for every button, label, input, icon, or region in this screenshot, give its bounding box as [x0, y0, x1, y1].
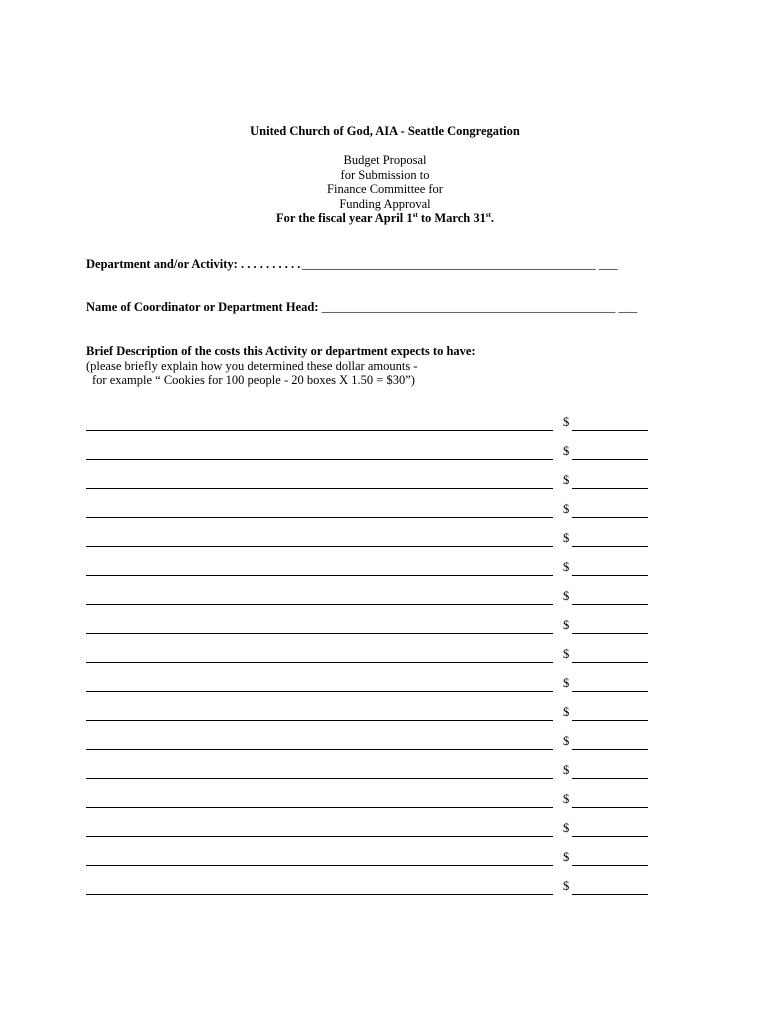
cost-description-line[interactable] [86, 836, 553, 837]
fiscal-end: . [490, 211, 495, 226]
subtitle-line-1: Budget Proposal [343, 153, 427, 167]
dollar-sign: $ [563, 618, 570, 632]
cost-description-line[interactable] [86, 517, 553, 518]
cost-description-line[interactable] [86, 749, 553, 750]
fiscal-mid: to March 31 [417, 211, 486, 226]
cost-description-line[interactable] [86, 459, 553, 460]
cost-description-line[interactable] [86, 720, 553, 721]
cost-description-line[interactable] [86, 662, 553, 663]
dollar-sign: $ [563, 444, 570, 458]
subtitle-line-3: Finance Committee for [327, 182, 443, 197]
dollar-sign: $ [563, 763, 570, 777]
cost-row [86, 647, 656, 665]
cost-amount-line[interactable] [572, 575, 648, 576]
cost-description-line[interactable] [86, 488, 553, 489]
form-subtitle [0, 153, 770, 226]
cost-row [86, 589, 656, 607]
dollar-sign: $ [563, 850, 570, 864]
cost-amount-line[interactable] [572, 865, 648, 866]
brief-instruction: (please briefly explain how you determined these dollar amounts - [86, 358, 418, 373]
cost-amount-line[interactable] [572, 430, 648, 431]
cost-row [86, 531, 656, 549]
department-field[interactable] [86, 257, 618, 272]
dollar-sign: $ [563, 676, 570, 690]
cost-description-line[interactable] [86, 691, 553, 692]
brief-heading: Brief Description of the costs this Activity or department expects to have: [86, 344, 476, 358]
dollar-sign: $ [563, 821, 570, 835]
cost-amount-line[interactable] [572, 720, 648, 721]
brief-description [86, 344, 476, 388]
subtitle-line-2: for Submission to [340, 167, 430, 182]
cost-amount-line[interactable] [572, 749, 648, 750]
cost-row [86, 850, 656, 868]
department-input-line[interactable]: _______________________________________________ ___ [302, 257, 618, 271]
cost-description-line[interactable] [86, 807, 553, 808]
cost-amount-line[interactable] [572, 662, 648, 663]
dollar-sign: $ [563, 531, 570, 545]
cost-amount-line[interactable] [572, 488, 648, 489]
cost-amount-line[interactable] [572, 633, 648, 634]
cost-description-line[interactable] [86, 633, 553, 634]
cost-row [86, 502, 656, 520]
dollar-sign: $ [563, 560, 570, 574]
cost-description-line[interactable] [86, 430, 553, 431]
cost-amount-line[interactable] [572, 546, 648, 547]
cost-amount-line[interactable] [572, 807, 648, 808]
coordinator-input-line[interactable]: _______________________________________________ ___ [321, 300, 638, 314]
coordinator-label: Name of Coordinator or Department Head: [86, 300, 322, 314]
cost-amount-line[interactable] [572, 517, 648, 518]
dollar-sign: $ [563, 502, 570, 516]
cost-amount-line[interactable] [572, 459, 648, 460]
fiscal-sup-2: st [485, 211, 491, 220]
brief-example: for example “ Cookies for 100 people - 20 boxes X 1.50 = $30”) [92, 373, 415, 388]
department-label: Department and/or Activity: . . . . . . . . . . [86, 257, 301, 271]
cost-amount-line[interactable] [572, 604, 648, 605]
cost-row [86, 763, 656, 781]
cost-description-line[interactable] [86, 546, 553, 547]
cost-row [86, 676, 656, 694]
cost-row [86, 792, 656, 810]
form-title: United Church of God, AIA - Seattle Congregation [250, 124, 520, 138]
cost-amount-line[interactable] [572, 836, 648, 837]
fiscal-prefix: For the fiscal year April 1 [275, 211, 413, 226]
cost-row [86, 734, 656, 752]
cost-description-line[interactable] [86, 575, 553, 576]
subtitle-line-4: Funding Approval [339, 196, 431, 211]
cost-row [86, 473, 656, 491]
cost-row [86, 705, 656, 723]
cost-row [86, 618, 656, 636]
cost-row [86, 879, 656, 897]
coordinator-field[interactable] [86, 300, 637, 315]
dollar-sign: $ [563, 879, 570, 893]
cost-amount-line[interactable] [572, 691, 648, 692]
dollar-sign: $ [563, 589, 570, 603]
cost-description-line[interactable] [86, 778, 553, 779]
fiscal-year-line [0, 211, 770, 226]
cost-description-line[interactable] [86, 894, 553, 895]
cost-row [86, 415, 656, 433]
dollar-sign: $ [563, 705, 570, 719]
dollar-sign: $ [563, 647, 570, 661]
dollar-sign: $ [563, 792, 570, 806]
dollar-sign: $ [563, 415, 570, 429]
cost-description-line[interactable] [86, 604, 553, 605]
cost-amount-line[interactable] [572, 778, 648, 779]
dollar-sign: $ [563, 734, 570, 748]
cost-amount-line[interactable] [572, 894, 648, 895]
cost-row [86, 560, 656, 578]
cost-row [86, 821, 656, 839]
cost-row [86, 444, 656, 462]
dollar-sign: $ [563, 473, 570, 487]
cost-description-line[interactable] [86, 865, 553, 866]
fiscal-sup-1: st [412, 211, 418, 220]
